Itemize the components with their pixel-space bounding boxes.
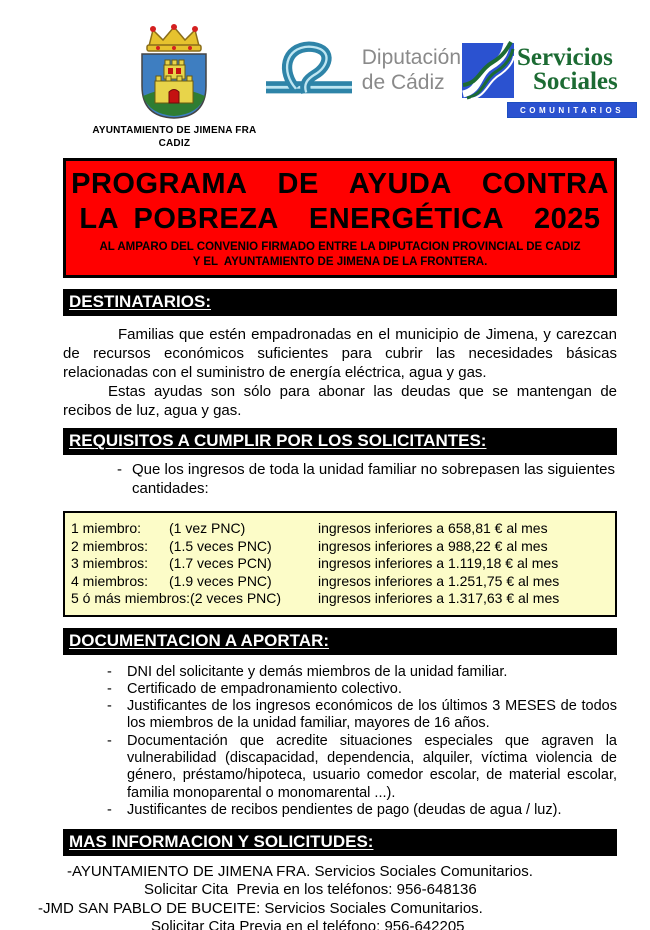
- row4-income-limit: ingresos inferiores a 1.251,75 € al mes: [318, 572, 560, 589]
- diputacion-wordmark: [362, 45, 461, 95]
- row2-income-limit: ingresos inferiores a 988,22 € al mes: [318, 537, 548, 554]
- requisitos-heading: REQUISITOS A CUMPLIR POR LOS SOLICITANTES:: [69, 431, 487, 450]
- doc-item-certificado: - Certificado de empadronamiento colectivo.: [107, 681, 617, 698]
- section-mas-informacion: [38, 829, 617, 930]
- program-title-line1: PROGRAMA DE AYUDA CONTRA: [71, 168, 609, 200]
- row2-members: 2 miembros:: [71, 537, 149, 554]
- documentacion-heading: DOCUMENTACION A APORTAR:: [69, 630, 330, 650]
- section-requisitos: [63, 428, 617, 617]
- documentacion-list: [107, 664, 617, 820]
- row5-members: 5 ó más miembros:: [71, 590, 191, 606]
- program-title-line2: LA POBREZA ENERGÉTICA 2025: [79, 203, 601, 235]
- servicios-sociales-row: [461, 40, 637, 100]
- doc-item-situaciones-especiales: - Documentación que acredite situaciones especiales que agraven la vulnerabilidad (discapacidad, dependencia, alquiler, víctima violencia de género, préstamo/hipoteca, usuario comedor escolar, de material escolar, familia monoparental o monomarental ...).: [107, 733, 617, 802]
- contact-ayuntamiento: -AYUNTAMIENTO DE JIMENA FRA. Servicios Sociales Comunitarios.: [67, 863, 533, 881]
- requisitos-heading-bar: [63, 428, 617, 455]
- row1-members: 1 miembro:: [71, 520, 142, 536]
- program-title-banner: [63, 158, 617, 278]
- row4-pnc: (1.9 veces PNC): [169, 572, 272, 589]
- program-subtitle-line1: AL AMPARO DEL CONVENIO FIRMADO ENTRE LA DIPUTACION PROVINCIAL DE CADIZ: [99, 241, 581, 253]
- servicios-text: Servicios: [517, 44, 613, 71]
- row3-income-limit: ingresos inferiores a 1.119,18 € al mes: [318, 555, 559, 571]
- row2-pnc: (1.5 veces PNC): [169, 537, 272, 554]
- program-subtitle-line2: Y EL AYUNTAMIENTO DE JIMENA DE LA FRONTERA.: [192, 256, 488, 268]
- income-row-3: [71, 555, 609, 573]
- ayuntamiento-caption: [92, 124, 256, 150]
- income-row-5: [71, 590, 609, 608]
- row4-members: 4 miembros:: [71, 572, 149, 589]
- requisitos-bullet: - Que los ingresos de toda la unidad familiar no sobrepasen las siguientes cantidades:: [63, 460, 617, 498]
- income-row-2: [71, 538, 609, 556]
- ayuntamiento-jimena-logo: [83, 24, 266, 150]
- doc-item-justificantes-ingresos: - Justificantes de los ingresos económicos de los últimos 3 MESES de todos los miembros de la unidad familiar, mayores de 16 años.: [107, 698, 617, 733]
- destinatarios-heading: DESTINATARIOS:: [69, 292, 211, 311]
- row3-pnc: (1.7 veces PCN): [169, 555, 272, 571]
- contact-jmd-buceite: -JMD SAN PABLO DE BUCEITE: Servicios Sociales Comunitarios.: [38, 899, 483, 917]
- diputacion-cadiz-logo: [266, 38, 461, 102]
- contact-ayuntamiento-phone: Solicitar Cita Previa en los teléfonos: 956-648136: [144, 881, 477, 899]
- row1-income-limit: ingresos inferiores a 658,81 € al mes: [318, 520, 548, 536]
- row3-members: 3 miembros:: [71, 555, 149, 571]
- servicios-sociales-logo: [461, 40, 637, 118]
- sociales-text: Sociales: [533, 68, 618, 95]
- income-limits-table: [63, 511, 617, 617]
- doc-item-dni: - DNI del solicitante y demás miembros de la unidad familiar.: [107, 664, 617, 681]
- doc-item-recibos-pendientes: - Justificantes de recibos pendientes de pago (deudas de agua / luz).: [107, 802, 617, 819]
- income-row-1: [71, 520, 609, 538]
- contact-block: [38, 863, 617, 930]
- comunitarios-banner: COMUNITARIOS: [507, 102, 637, 118]
- servicios-sociales-waves-icon: [461, 40, 515, 100]
- documentacion-heading-bar: [63, 628, 617, 655]
- jimena-coat-of-arms-icon: [131, 24, 217, 120]
- row5-income-limit: ingresos inferiores a 1.317,63 € al mes: [318, 590, 560, 606]
- section-destinatarios: [63, 289, 617, 420]
- header-logos: [83, 24, 637, 150]
- row1-pnc: (1 vez PNC): [169, 520, 246, 536]
- informacion-heading-bar: [63, 829, 617, 856]
- destinatarios-paragraph-2: Estas ayudas son sólo para abonar las deudas que se mantengan de recibos de luz, agua y gas.: [63, 383, 617, 419]
- destinatarios-heading-bar: [63, 289, 617, 316]
- informacion-heading: MAS INFORMACION Y SOLICITUDES:: [69, 832, 374, 852]
- ayuntamiento-city: CADIZ: [158, 138, 191, 149]
- diputacion-text-line2: de Cádiz: [361, 71, 445, 94]
- destinatarios-paragraph-1: Familias que estén empadronadas en el municipio de Jimena, y carezcan de recursos económicos suficientes para cubrir las necesidades básicas relacionadas con el suministro de energía eléctrica, agua y gas.: [63, 326, 617, 381]
- contact-jmd-phone: Solicitar Cita Previa en el teléfono: 956-642205: [151, 917, 465, 930]
- diputacion-ribbon-icon: [266, 38, 352, 102]
- income-row-4: [71, 573, 609, 591]
- section-documentacion: [63, 628, 617, 820]
- ayuntamiento-name: AYUNTAMIENTO DE JIMENA FRA: [92, 125, 257, 136]
- diputacion-text-line1: Diputación: [361, 46, 461, 69]
- row5-pnc: (2 veces PNC): [190, 590, 282, 606]
- servicios-sociales-wordmark: [517, 46, 618, 94]
